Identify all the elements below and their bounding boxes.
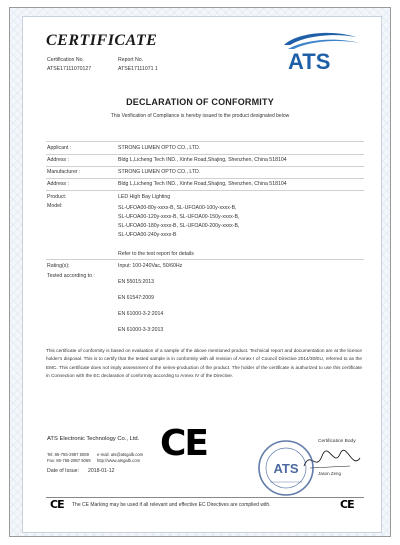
divider [46,497,364,498]
date-label: Date of Issue: [47,468,80,474]
issuer-company: ATS Electronic Technology Co., Ltd. [47,436,140,442]
applicant-label: Applicant : [47,145,72,151]
report-no-value: ATSE17111071 1 [118,66,158,72]
company-seal-icon [256,438,316,498]
model-line: SL-UFOA00-80y-xxxx-B, SL-UFOA00-100y-xxxx-B, [118,205,237,211]
applicant-address-label: Address : [47,157,69,163]
declaration-subheading: This Verification of Compliance is hereby issued to the product designated below [110,113,290,119]
issuer-tel: Tel: 86-755-2987 5089 [47,452,89,457]
issuer-web: http://www.atsgalb.com [97,458,141,463]
footer-ce-icon: CE [50,498,64,511]
model-line: SL-UFOA00-240y-xxxx-B [118,232,177,238]
standard-item: EN 61000-3-2:2014 [118,311,164,317]
product-label: Product: [47,194,67,200]
cert-no-label: Certification No. [47,57,84,63]
report-no-label: Report No. [118,57,144,63]
ratings-value: Input: 100-240Vac, 50/60Hz [118,263,183,269]
model-note: Refer to the test report for details [118,251,194,257]
model-line: SL-UFOA00-120y-xxxx-B, SL-UFOA00-150y-xxxx-B, [118,214,240,220]
divider [46,178,364,179]
manufacturer-value: STRONG LUMEN OPTO CO., LTD. [118,169,201,175]
divider [46,259,364,260]
declaration-heading: DECLARATION OF CONFORMITY [126,97,274,107]
applicant-address-value: Bldg L,Licheng Tech IND., Xinhe Road,Shajing, Shenzhen, China 518104 [118,157,287,163]
conformity-statement: This certificate of conformity is based on evaluation of a sample of the above mentioned product. Technical report and documentation are at the licence holder's disposal. This is to certify that the tested sample is in conformity with all revision of Annex I of Council Directive 2014/30/EU, referred to as the EMC. This certificate does not imply assessment of the series-production of the product. The holder of the certificate is authorized to use this certificate in Connection with the EC declaration of conformity according to Annex IV of the Directive. [46,348,362,379]
product-value: LED High Bay Lighting [118,194,171,200]
standard-item: EN 61547:2009 [118,295,155,301]
standard-item: EN 55015:2013 [118,279,155,285]
standard-item: EN 61000-3-3:2013 [118,327,164,333]
ratings-label: Rating(s): [47,263,70,269]
certificate-title: CERTIFICATE [46,32,158,49]
issuer-email: e-mail: ats@atsgalb.com [97,452,144,457]
manufacturer-label: Manufacturer : [47,169,81,175]
cert-no-value: ATSE17111070127 [47,66,92,72]
divider [46,190,364,191]
logo-text: ATS [288,49,331,73]
footer-ce-icon: CE [340,498,354,511]
manufacturer-address-label: Address : [47,181,69,187]
divider [46,166,364,167]
divider [46,141,364,142]
date-value: 2018-01-12 [88,468,115,474]
signatory-name: Jason Zeng [318,471,341,476]
ce-mark-icon: CE [160,423,208,464]
model-label: Model: [47,203,63,209]
ats-logo [276,29,362,73]
footer-text: The CE Marking may be used if all relevant and effective EC Directives are complied with. [72,502,271,508]
certification-body-label: Certification Body [318,439,356,444]
manufacturer-address-value: Bldg L,Licheng Tech IND., Xinhe Road,Shajing, Shenzhen, China 518104 [118,181,287,187]
issuer-fax: Fax: 86-755-2987 5069 [47,458,91,463]
applicant-value: STRONG LUMEN OPTO CO., LTD. [118,145,201,151]
seal-text: ATS [273,461,299,476]
model-line: SL-UFOA00-180y-xxxx-B, SL-UFOA00-200y-xxxx-B, [118,223,240,229]
divider [46,154,364,155]
tested-label: Tested according to : [47,273,95,279]
